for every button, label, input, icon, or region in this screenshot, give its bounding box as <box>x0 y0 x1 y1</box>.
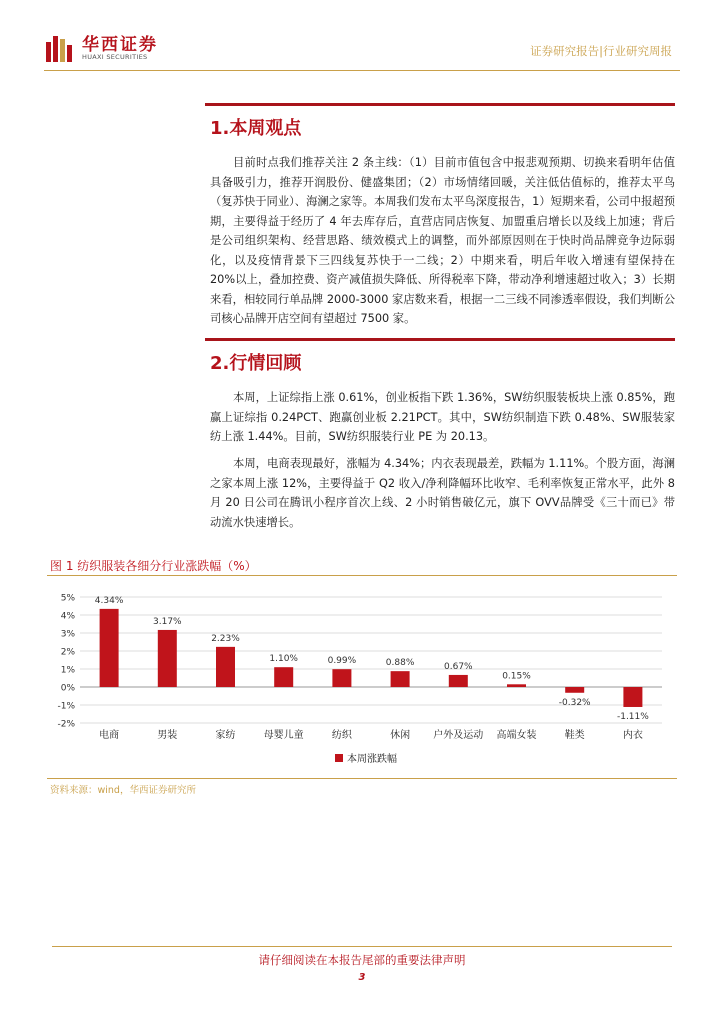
section-bar <box>205 338 675 341</box>
bar <box>158 630 177 687</box>
data-label: 0.67% <box>444 661 473 672</box>
figure-top-rule <box>47 575 677 576</box>
figure-source: 资料来源：wind，华西证券研究所 <box>50 785 196 796</box>
bar <box>623 687 642 707</box>
category-label: 休闲 <box>390 730 411 741</box>
category-label: 内衣 <box>622 730 643 741</box>
market-review-paragraph-2: 本周，电商表现最好，涨幅为 4.34%；内衣表现最差，跌幅为 1.11%。个股方面，海澜之家本周上涨 12%，主要得益于 Q2 收入/净利降幅环比收窄、毛利率恢复正常水平，此外 8 月 20 日公司在腾讯小程序首次上线、2 小时销售破亿元，旗下 OVV品牌受《三十而已》带动流水快速增长。 <box>210 457 675 529</box>
bar <box>507 684 526 687</box>
y-tick-label: 1% <box>60 665 75 676</box>
bar <box>565 687 584 693</box>
y-tick-label: -1% <box>57 701 75 712</box>
figure-title: 图 1 纺织服装各细分行业涨跌幅（%） <box>50 559 257 573</box>
weekly-view-paragraph: 目前时点我们推荐关注 2 条主线：（1）目前市值包含中报悲观预期、切换来看明年估值具备吸引力，推荐开润股份、健盛集团；（2）市场情绪回暖，关注低估值标的，推荐太平鸟（复苏快于同业）、海澜之家等。本周我们发布太平鸟深度报告，1）短期来看，公司中报超预期，主要得益于经历了 4 年去库存后，直营店同店恢复、加盟重启增长以及线上加速；背后是公司组织架构、经营思路、绩效模式上的调整，而外部原因则在于快时尚品牌竞争边际弱化，以及疫情背景下三四线复苏快于一二线；2）中期来看，明后年收入增速有望保持在 20%以上，叠加控费、资产减值损失降低、所得税率下降，带动净利增速超过收入；3）长期来看，相较同行单品牌 2000-3000 家店数来看，根据一二三线不同渗透率假设，我们判断公司核心品牌开店空间有望超过 7500 家。 <box>210 156 675 325</box>
section-title-market-review: 2.行情回顾 <box>210 353 302 374</box>
y-tick-label: 4% <box>60 611 75 622</box>
page-number: 3 <box>358 972 366 983</box>
logo-chinese-name: 华西证券 <box>82 35 158 55</box>
bar <box>274 667 293 687</box>
bar <box>332 669 351 687</box>
sub-sector-performance-chart <box>52 580 672 775</box>
data-label: 2.23% <box>211 633 240 644</box>
category-label: 电商 <box>99 730 120 741</box>
category-label: 户外及运动 <box>433 730 484 741</box>
y-tick-label: 3% <box>60 629 75 640</box>
data-label: 1.10% <box>269 654 298 665</box>
category-label: 纺织 <box>331 730 352 741</box>
data-label: 0.99% <box>327 656 357 667</box>
y-tick-label: 5% <box>60 593 75 604</box>
data-label: 4.34% <box>94 595 124 606</box>
legend-label: 本周涨跌幅 <box>347 754 397 765</box>
y-tick-label: -2% <box>57 719 75 730</box>
huaxi-logo-icon <box>44 34 74 64</box>
y-tick-label: 2% <box>60 647 75 658</box>
market-review-paragraph-1: 本周，上证综指上涨 0.61%，创业板指下跌 1.36%，SW纺织服装板块上涨 0.85%，跑赢上证综指 0.24PCT、跑赢创业板 2.21PCT。其中，SW纺织制造下跌 0.48%、SW服装家纺上涨 1.44%。目前，SW纺织服装行业 PE 为 20.13。 <box>210 391 675 443</box>
data-label: 3.17% <box>153 616 182 627</box>
data-label: -1.11% <box>616 711 649 722</box>
section-bar <box>205 103 675 106</box>
category-label: 鞋类 <box>564 730 585 741</box>
header-divider <box>44 70 680 71</box>
data-label: -0.32% <box>558 697 591 708</box>
category-label: 母婴儿童 <box>263 730 304 741</box>
bar <box>216 647 235 687</box>
report-type-label: 证券研究报告|行业研究周报 <box>530 44 672 58</box>
data-label: 0.15% <box>502 671 531 682</box>
footer-divider <box>52 946 672 947</box>
category-label: 高端女装 <box>496 730 537 741</box>
bar <box>449 675 468 687</box>
section-title-weekly-view: 1.本周观点 <box>210 118 302 139</box>
bar <box>391 671 410 687</box>
legend-swatch <box>335 754 343 762</box>
logo-english-name: HUAXI SECURITIES <box>82 53 148 61</box>
category-label: 家纺 <box>215 730 236 741</box>
data-label: 0.88% <box>385 658 415 669</box>
legal-disclaimer-notice: 请仔细阅读在本报告尾部的重要法律声明 <box>258 953 466 967</box>
y-tick-label: 0% <box>60 683 75 694</box>
bar <box>100 609 119 687</box>
category-label: 男装 <box>157 730 178 741</box>
figure-bottom-rule <box>47 778 677 779</box>
